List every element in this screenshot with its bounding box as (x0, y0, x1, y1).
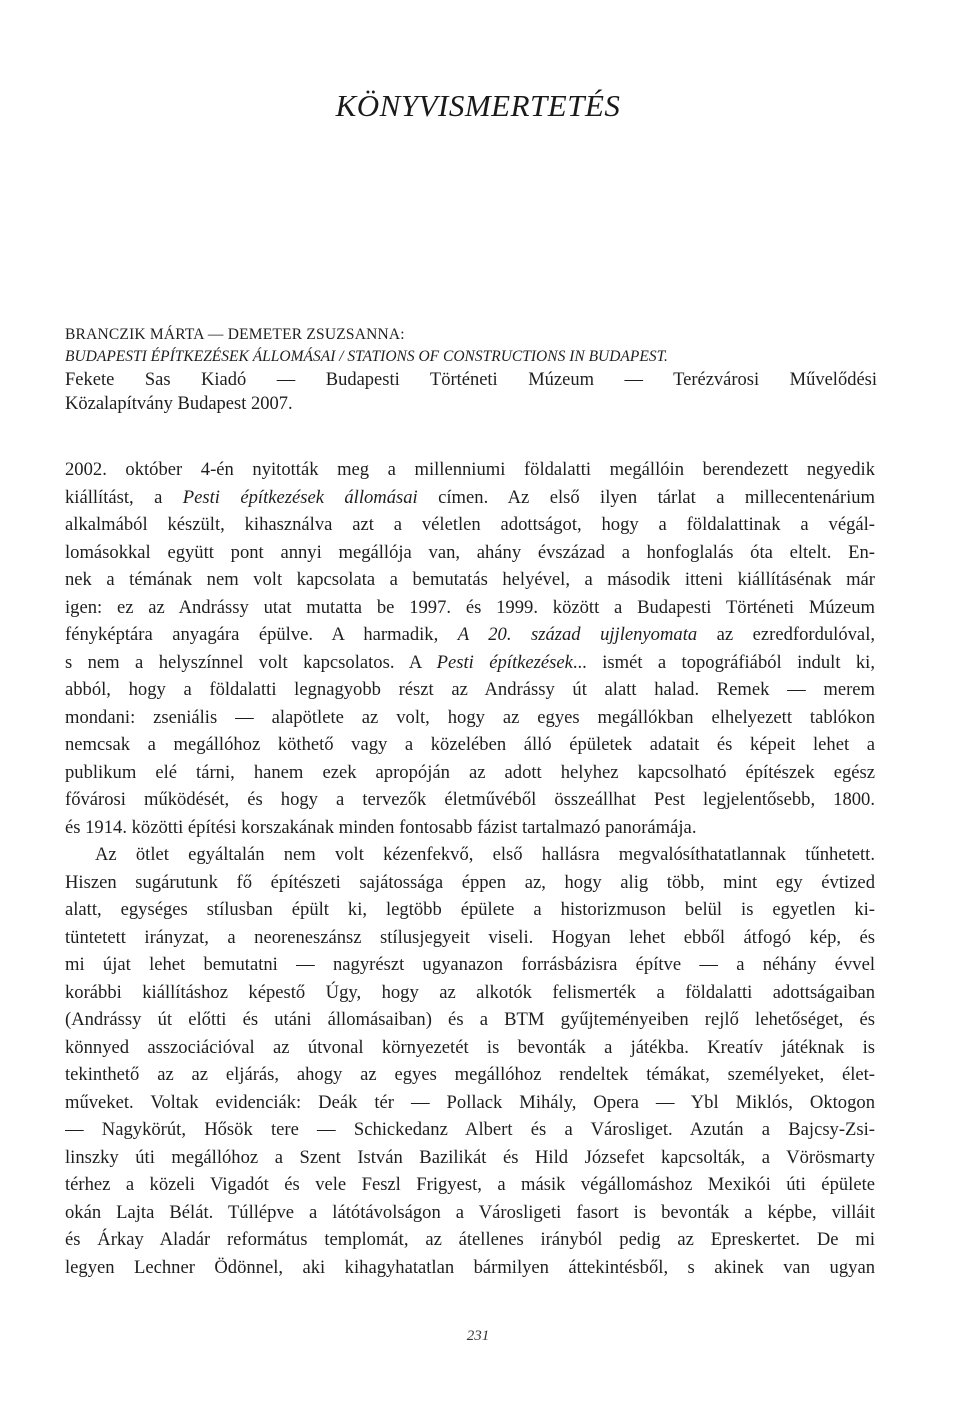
book-title: BUDAPESTI ÉPÍTKEZÉSEK ÁLLOMÁSAI / STATIONS OF CONSTRUCTIONS IN BUDAPEST. (65, 348, 668, 365)
body-line: kiállítást, a Pesti építkezések állomásai címen. Az első ilyen tárlat a millecentenárium (65, 486, 875, 508)
body-line: igen: ez az Andrássy utat mutatta be 1997. és 1999. között a Budapesti Történeti Múzeum (65, 596, 875, 618)
body-line: fővárosi működését, és hogy a tervezők életművéből összeállhat Pest legjelentősebb, 1800. (65, 789, 875, 810)
body-line: és Árkay Aladár református templomát, az átellenes irányból pedig az Epreskertet. De mi (65, 1229, 875, 1250)
body-line: linszky úti megállóhoz a Szent István Bazilikát és Hild Józsefet kapcsolták, a Vörösmarty (65, 1146, 875, 1168)
body-line: korábbi kiállításhoz képestő Úgy, hogy az alkotók felismerték a földalatti adottságaiban (65, 981, 875, 1003)
body-line: s nem a helyszínnel volt kapcsolatos. A Pesti építkezések... ismét a topográfiából indult ki, (65, 651, 875, 673)
body-line: legyen Lechner Ödönnel, aki kihagyhatatlan bármilyen áttekintésből, s akinek van ugyan (65, 1256, 875, 1278)
body-line: alkalmából készült, kihasználva azt a véletlen adottságot, hogy a földalattinak a végál- (65, 514, 875, 535)
body-line: (Andrássy út előtti és utáni állomásaiban) és a BTM gyűjteményeiben rejlő lehetőséget, és (65, 1009, 875, 1030)
body-line: publikum elé tárni, hanem ezek apropóján az adott helyhez kapcsolható építészek egész (65, 761, 875, 783)
body-line: mondani: zseniális — alapötlete az volt, hogy az egyes megállókban elhelyezett tablókon (65, 706, 875, 728)
body-line: Hiszen sugárutunk fő építészeti sajátossága éppen az, hogy alig több, mint egy évtized (65, 871, 875, 893)
body-line: mi újat lehet bemutatni — nagyrészt ugyanazon forrásbázisra építve — a néhány évvel (65, 954, 875, 975)
book-publisher-line-2: Közalapítvány Budapest 2007. (65, 394, 293, 414)
body-line: könnyed asszociációval az útvonal környezetét is bevonták a játékba. Kreatív játéknak is (65, 1036, 875, 1058)
body-line: nemcsak a megállóhoz köthető vagy a közelében álló épületek adatait és képeit lehet a (65, 734, 875, 755)
bibliographic-entry (65, 324, 877, 416)
page-number: 231 (466, 1328, 490, 1344)
body-line: tekinthető az az eljárás, ahogy az egyes megállóhoz rendeltek témákat, személyeket, élet- (65, 1064, 875, 1085)
body-line: fényképtára anyagára épülve. A harmadik, A 20. század ujjlenyomata az ezredfordulóval, (65, 624, 875, 645)
body-line: alatt, egységes stílusban épült ki, legtöbb épülete a historizmuson belül is egyetlen ki- (65, 899, 875, 920)
body-line: okán Lajta Bélát. Túllépve a látótávolságon a Városligeti fasort is bevonták a képbe, villáit (65, 1201, 875, 1223)
body-line: abból, hogy a földalatti legnagyobb részt az Andrássy út alatt halad. Remek — merem (65, 679, 875, 700)
body-line: tüntetett irányzat, a neoreneszánsz stílusjegyeit viseli. Hogyan lehet ebből átfogó kép, és (65, 926, 875, 948)
italic-work-title: Pesti építkezések állomásai (182, 486, 418, 508)
review-body-text (65, 456, 875, 1281)
body-line: és 1914. közötti építési korszakának minden fontosabb fázist tartalmazó panorámája. (65, 816, 697, 838)
section-title: KÖNYVISMERTETÉS (335, 88, 621, 123)
body-line: műveket. Voltak evidenciák: Deák tér — Pollack Mihály, Opera — Ybl Miklós, Oktogon (65, 1091, 875, 1113)
body-line: nek a témának nem volt kapcsolata a bemutatás helyével, a második itteni kiállításénak már (65, 569, 875, 590)
body-line: 2002. október 4-én nyitották meg a millenniumi földalatti megállóin berendezett negyedik (65, 459, 875, 480)
body-line: lomásokkal együtt pont annyi megállója van, ahány évszázad a honfoglalás óta eltelt. En- (65, 541, 875, 563)
book-publisher-line-1: Fekete Sas Kiadó — Budapesti Történeti Múzeum — Terézvárosi Művelődési (65, 370, 877, 390)
book-authors: BRANCZIK MÁRTA — DEMETER ZSUZSANNA: (65, 326, 405, 343)
body-line: térhez a közeli Vigadót és vele Feszl Frigyest, a másik végállomáshoz Mexikói úti épülete (65, 1174, 875, 1195)
italic-work-title: Pesti építkezések (436, 651, 573, 673)
italic-work-title: A 20. század ujjlenyomata (457, 624, 698, 645)
body-line: — Nagykörút, Hősök tere — Schickedanz Albert és a Városliget. Azután a Bajcsy-Zsi- (65, 1119, 875, 1140)
body-line: Az ötlet egyáltalán nem volt kézenfekvő, első hallásra megvalósíthatatlannak tűnhetett. (95, 844, 875, 865)
